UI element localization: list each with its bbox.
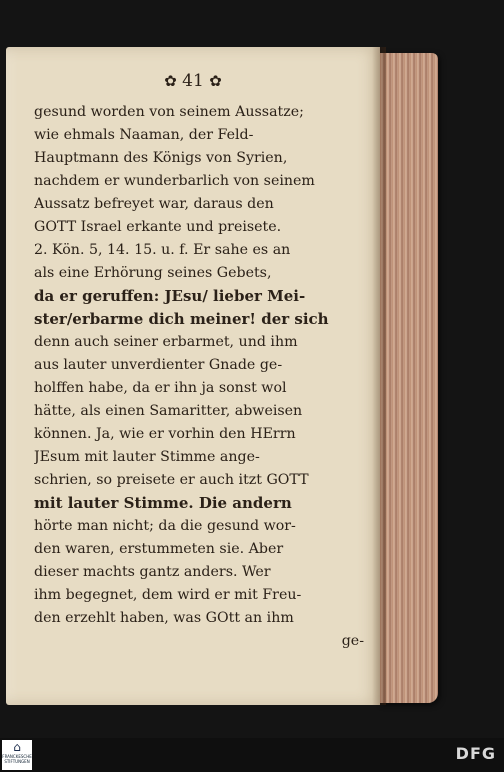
institution-logo-text: FRANCKESCHE STIFTUNGEN — [2, 754, 32, 764]
text-line: wie ehmals Naaman, der Feld- — [34, 127, 254, 143]
building-icon: ⌂ — [13, 740, 21, 754]
page-edges — [380, 53, 438, 703]
book-page — [6, 47, 380, 705]
catchword: ge- — [341, 633, 364, 649]
text-line: denn auch seiner erbarmet, und ihm — [34, 334, 298, 350]
text-line: dieser machts gantz anders. Wer — [34, 564, 271, 580]
ornament-left-icon: ✿ — [164, 72, 177, 90]
book — [6, 47, 438, 705]
text-line: den waren, erstummeten sie. Aber — [34, 541, 284, 557]
ornament-right-icon: ✿ — [209, 72, 222, 90]
text-line: hörte man nicht; da die gesund wor- — [34, 518, 296, 534]
text-line: aus lauter unverdienter Gnade ge- — [34, 357, 283, 373]
text-line: Hauptmann des Königs von Syrien, — [34, 150, 288, 166]
page-text — [34, 101, 364, 653]
dfg-logo[interactable]: DFG — [455, 744, 496, 763]
text-line: GOTT Israel erkante und preisete. — [34, 219, 282, 235]
text-line: JEsum mit lauter Stimme ange- — [34, 449, 260, 465]
text-line: schrien, so preisete er auch itzt GOTT — [34, 472, 309, 488]
institution-logo[interactable] — [2, 740, 32, 770]
footer-bar — [0, 738, 504, 772]
text-line: als eine Erhörung seines Gebets, — [34, 265, 272, 281]
text-line: mit lauter Stimme. Die andern — [34, 494, 292, 512]
text-line: ihm begegnet, dem wird er mit Freu- — [34, 587, 302, 603]
text-line: Aussatz befreyet war, daraus den — [34, 196, 274, 212]
text-line: da er geruffen: JEsu/ lieber Mei- — [34, 287, 306, 305]
text-line: 2. Kön. 5, 14. 15. u. f. Er sahe es an — [34, 242, 291, 258]
text-line: holffen habe, da er ihn ja sonst wol — [34, 380, 287, 396]
page-header — [6, 71, 380, 91]
text-line: nachdem er wunderbarlich von seinem — [34, 173, 315, 189]
text-line: den erzehlt haben, was GOtt an ihm — [34, 610, 294, 626]
text-line: hätte, als einen Samaritter, abweisen — [34, 403, 303, 419]
text-line: können. Ja, wie er vorhin den HErrn — [34, 426, 296, 442]
text-line: ster/erbarme dich meiner! der sich — [34, 310, 329, 328]
page-number: 41 — [182, 71, 204, 91]
text-line: gesund worden von seinem Aussatze; — [34, 104, 304, 120]
spine-shadow — [372, 47, 386, 705]
